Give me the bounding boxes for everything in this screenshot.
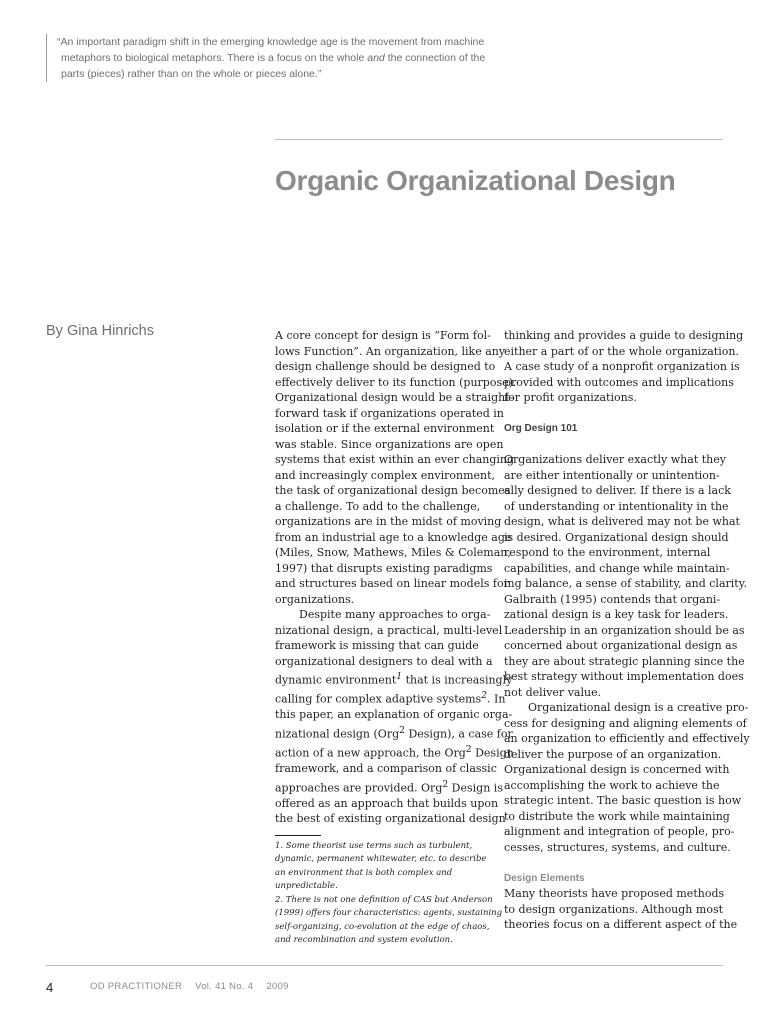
- text-line: they are about strategic planning since the: [504, 654, 745, 668]
- text-line: concerned about organizational design as: [504, 639, 738, 652]
- text-line: is desired. Organizational design should: [504, 530, 729, 544]
- text-line: deliver the purpose of an organization.: [504, 747, 722, 761]
- text-line: 1997) that disrupts existing paradigms: [275, 561, 493, 575]
- text-line: (Miles, Snow, Mathews, Miles & Coleman,: [275, 546, 511, 559]
- text-line: framework is missing that can guide: [275, 639, 479, 652]
- text-line: are either intentionally or unintention-: [504, 468, 720, 482]
- text-line: not deliver value.: [504, 685, 602, 699]
- article-title: Organic Organizational Design: [275, 165, 676, 196]
- text-line: either a part of or the whole organization.: [504, 344, 739, 358]
- spacer: [504, 406, 726, 422]
- left-column: [275, 328, 517, 948]
- spacer: [504, 855, 726, 871]
- text-line: best strategy without implementation does: [504, 670, 744, 683]
- footer-divider: [46, 965, 723, 966]
- text-line: organizations.: [275, 592, 355, 606]
- footnote-line: 1. Some theorist use terms such as turbulent,: [275, 840, 473, 851]
- text-line: organizational designers to deal with a: [275, 654, 493, 668]
- footnote-divider: [275, 835, 321, 836]
- text-line: of understanding or intentionality in the: [504, 499, 729, 513]
- text-line: approaches are provided. Org$^2$ Design is: [275, 778, 503, 795]
- journal-volume: Vol. 41 No. 4: [195, 981, 254, 992]
- footnote-marker: 2: [481, 690, 488, 702]
- text-line: offered as an approach that builds upon: [275, 796, 499, 810]
- text-line: to distribute the work while maintaining: [504, 809, 730, 823]
- running-footer: [90, 981, 299, 992]
- text-line: the task of organizational design becomes: [275, 484, 511, 497]
- text-line: Many theorists have proposed methods: [504, 887, 725, 900]
- text-line: nizational design (Org$^2$ Design), a case for: [275, 724, 513, 741]
- text-line: effectively deliver to its function (purpose).: [275, 375, 517, 389]
- text-line: strategic intent. The basic question is how: [504, 794, 742, 807]
- text-line: design challenge should be designed to: [275, 360, 496, 373]
- text-line: this paper, an explanation of organic orga-: [275, 708, 513, 722]
- section-heading: Design Elements: [504, 872, 585, 884]
- superscript-2: 2: [399, 724, 405, 736]
- footnote-line: and recombination and system evolution.: [275, 935, 453, 946]
- text-line: A core concept for design is “Form fol-: [275, 329, 491, 342]
- text-line: the best of existing organizational design: [275, 812, 506, 826]
- text-line: thinking and provides a guide to designing: [504, 329, 744, 342]
- text-line: dynamic environment$^1$ that is increasingly: [275, 671, 513, 687]
- pull-quote: [46, 34, 497, 82]
- text-line: Organizational design is a creative pro-: [528, 701, 749, 714]
- text-line: and structures based on linear models for: [275, 577, 509, 590]
- right-column: [504, 328, 750, 933]
- text-line: a challenge. To add to the challenge,: [275, 499, 481, 513]
- text-line: organizations are in the midst of moving: [275, 515, 502, 528]
- text-line: isolation or if the external environment: [275, 422, 495, 435]
- footnote-line: self-organizing, co-evolution at the edge of chaos,: [275, 921, 490, 932]
- footnote-line: dynamic, permanent whitewater, etc. to describe: [275, 854, 487, 865]
- text-line: forward task if organizations operated in: [275, 406, 504, 420]
- text-line: lows Function”. An organization, like any: [275, 344, 506, 358]
- text-line: zational design is a key task for leaders.: [504, 608, 729, 621]
- text-line: provided with outcomes and implications: [504, 375, 734, 389]
- footnotes: [275, 840, 503, 948]
- journal-name: OD PRACTITIONER: [90, 981, 183, 992]
- text-line: an organization to efficiently and effectively: [504, 732, 750, 745]
- footnote-line: 2. There is not one definition of CAS but Anderson: [275, 894, 493, 905]
- text-line: accomplishing the work to achieve the: [504, 778, 720, 792]
- text-line: Organizations deliver exactly what they: [504, 453, 726, 466]
- pull-quote-line: “An important paradigm shift in the emerging knowledge age is the movement from machine: [57, 36, 485, 48]
- text-line: design, what is delivered may not be what: [504, 515, 740, 528]
- footnote-line: an environment that is both complex and: [275, 867, 453, 878]
- pull-quote-emphasis: and: [367, 52, 385, 64]
- text-line: ally designed to deliver. If there is a lack: [504, 484, 731, 497]
- text-line: systems that exist within an ever changing: [275, 453, 515, 466]
- text-line: to design organizations. Although most: [504, 902, 724, 916]
- text-line: Organizational design would be a straight-: [275, 391, 514, 404]
- footnote-line: (1999) offers four characteristics: agents, sustaining: [275, 908, 503, 919]
- footnote-line: unpredictable.: [275, 881, 338, 892]
- byline: By Gina Hinrichs: [46, 323, 154, 339]
- text-line: ing balance, a sense of stability, and clarity.: [504, 577, 747, 590]
- text-line: was stable. Since organizations are open: [275, 437, 504, 451]
- text-line: for profit organizations.: [504, 391, 637, 404]
- text-line: respond to the environment, internal: [504, 546, 711, 559]
- text-line: cesses, structures, systems, and culture.: [504, 840, 731, 854]
- pull-quote-line: parts (pieces) rather than on the whole or pieces alone.”: [61, 68, 322, 80]
- superscript-2: 2: [465, 743, 472, 755]
- text-line: Organizational design is concerned with: [504, 763, 730, 776]
- journal-year: 2009: [266, 981, 289, 992]
- text-line: alignment and integration of people, pro-: [504, 825, 735, 838]
- superscript-2: 2: [442, 778, 449, 790]
- pull-quote-line: metaphors to biological metaphors. There is a focus on the whole and the connection of the: [61, 52, 486, 64]
- text-line: theories focus on a different aspect of the: [504, 918, 738, 931]
- text-line: framework, and a comparison of classic: [275, 762, 497, 776]
- text-line: Despite many approaches to orga-: [299, 608, 491, 621]
- text-line: calling for complex adaptive systems$^2$. In: [275, 690, 506, 706]
- page-number: 4: [46, 980, 54, 995]
- text-line: from an industrial age to a knowledge age: [275, 530, 512, 544]
- text-line: cess for designing and aligning elements of: [504, 716, 747, 730]
- text-line: nizational design, a practical, multi-level: [275, 623, 503, 637]
- text-line: capabilities, and change while maintain-: [504, 561, 730, 575]
- section-heading: Org Design 101: [504, 423, 578, 434]
- title-divider: [275, 139, 723, 140]
- text-line: Leadership in an organization should be as: [504, 623, 745, 637]
- spacer: [504, 437, 726, 453]
- footnote-marker: 1: [396, 671, 403, 682]
- text-line: action of a new approach, the Org$^2$ Design: [275, 743, 514, 760]
- text-line: and increasingly complex environment,: [275, 468, 496, 482]
- text-line: A case study of a nonprofit organization is: [504, 360, 740, 373]
- text-line: Galbraith (1995) contends that organi-: [504, 592, 721, 606]
